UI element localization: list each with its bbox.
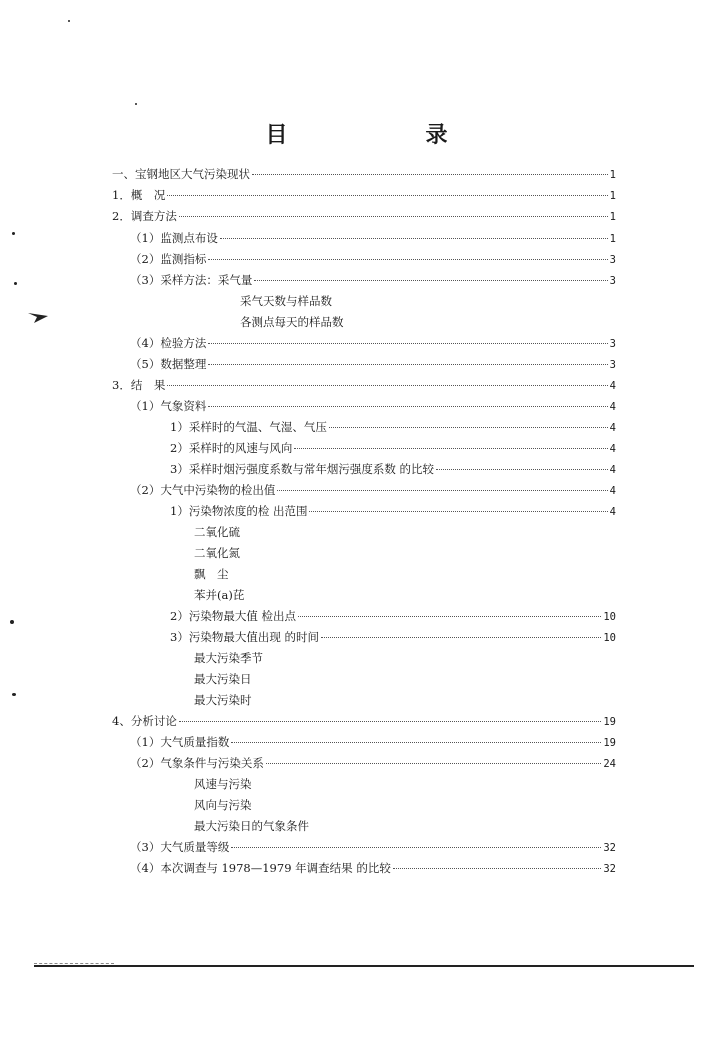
toc-entry-page: 1 bbox=[609, 190, 616, 202]
toc-subitem[interactable]: 二氧化氮 bbox=[194, 546, 240, 560]
toc-subitem[interactable]: 风向与污染 bbox=[194, 798, 252, 812]
toc-subitem[interactable]: 最大污染季节 bbox=[194, 651, 263, 665]
toc-entry-label: （3）大气质量等级 bbox=[130, 840, 230, 854]
dot-leader bbox=[231, 742, 601, 743]
toc-entry-label: （4）检验方法 bbox=[130, 336, 207, 350]
toc-entry-label: 3．结 果 bbox=[112, 378, 166, 392]
dot-leader bbox=[208, 406, 607, 407]
toc-entry-label: （3）采样方法：采气量 bbox=[130, 273, 253, 287]
dot-leader bbox=[179, 721, 602, 722]
toc-subitem[interactable]: 风速与污染 bbox=[194, 777, 252, 791]
dot-leader bbox=[179, 216, 608, 217]
toc-entry[interactable] bbox=[170, 503, 616, 520]
dot-leader bbox=[252, 174, 608, 175]
toc-entry-label: （4）本次调查与 1978—1979 年调查结果 的比较 bbox=[130, 861, 391, 875]
toc-entry-label: 2）采样时的风速与风向 bbox=[170, 441, 293, 455]
dot-leader bbox=[208, 343, 607, 344]
toc-entry[interactable] bbox=[170, 461, 616, 478]
toc-entry[interactable] bbox=[112, 208, 616, 225]
toc-entry-page: 4 bbox=[609, 464, 616, 476]
toc-entry-page: 4 bbox=[609, 506, 616, 518]
toc-subitem[interactable]: 飘 尘 bbox=[194, 567, 229, 581]
toc-entry[interactable] bbox=[130, 755, 616, 772]
toc-entry-page: 3 bbox=[609, 275, 616, 287]
dot-leader bbox=[393, 868, 602, 869]
page-edge-dashes bbox=[34, 963, 114, 964]
toc-entry-page: 24 bbox=[603, 758, 616, 770]
dot-leader bbox=[231, 847, 601, 848]
toc-entry-page: 32 bbox=[603, 863, 616, 875]
dot-leader bbox=[329, 427, 608, 428]
toc-entry-page: 1 bbox=[609, 211, 616, 223]
toc-entry[interactable] bbox=[170, 629, 616, 646]
toc-entry[interactable] bbox=[170, 419, 616, 436]
toc-entry[interactable] bbox=[130, 398, 616, 415]
toc-entry-label: （1）气象资料 bbox=[130, 399, 207, 413]
toc-entry-label: 3）采样时烟污强度系数与常年烟污强度系数 的比较 bbox=[170, 462, 434, 476]
toc-subitem[interactable]: 采气天数与样品数 bbox=[240, 294, 332, 308]
dot-leader bbox=[208, 364, 607, 365]
toc-entry-page: 4 bbox=[609, 401, 616, 413]
dot-leader bbox=[167, 195, 607, 196]
toc-subitem[interactable]: 最大污染日的气象条件 bbox=[194, 819, 309, 833]
toc-subitem[interactable]: 二氧化硫 bbox=[194, 525, 240, 539]
toc-entry[interactable] bbox=[170, 440, 616, 457]
dot-leader bbox=[220, 238, 608, 239]
toc-entry-label: （2）气象条件与污染关系 bbox=[130, 756, 264, 770]
toc-entry[interactable] bbox=[130, 482, 616, 499]
scan-speck bbox=[68, 20, 70, 22]
toc-entry-page: 4 bbox=[609, 443, 616, 455]
toc-entry-page: 3 bbox=[609, 359, 616, 371]
scan-speck bbox=[12, 693, 16, 696]
toc-subitem[interactable]: 各测点每天的样品数 bbox=[240, 315, 344, 329]
toc-entry-label: （1）大气质量指数 bbox=[130, 735, 230, 749]
toc-entry-label: 3）污染物最大值出现 的时间 bbox=[170, 630, 319, 644]
toc-entry-page: 10 bbox=[603, 611, 616, 623]
toc-entry-page: 32 bbox=[603, 842, 616, 854]
toc-entry-page: 3 bbox=[609, 338, 616, 350]
dot-leader bbox=[436, 469, 608, 470]
punch-mark-icon bbox=[28, 310, 50, 324]
toc-subitem[interactable]: 最大污染时 bbox=[194, 693, 252, 707]
toc-entry-label: 1）采样时的气温、气湿、气压 bbox=[170, 420, 327, 434]
toc-entry-page: 19 bbox=[603, 716, 616, 728]
scan-speck bbox=[14, 282, 17, 285]
toc-entry-page: 4 bbox=[609, 485, 616, 497]
toc-entry-label: 1）污染物浓度的检 出范围 bbox=[170, 504, 308, 518]
toc-entry-label: （5）数据整理 bbox=[130, 357, 207, 371]
toc-subitem[interactable]: 苯并(a)芘 bbox=[194, 588, 245, 602]
dot-leader bbox=[266, 763, 602, 764]
toc-entry-page: 19 bbox=[603, 737, 616, 749]
toc-entry-label: （2）大气中污染物的检出值 bbox=[130, 483, 276, 497]
dot-leader bbox=[294, 448, 607, 449]
dot-leader bbox=[321, 637, 601, 638]
toc-entry-label: （2）监测指标 bbox=[130, 252, 207, 266]
toc-entry-page: 10 bbox=[603, 632, 616, 644]
toc-entry[interactable] bbox=[130, 272, 616, 289]
toc-entry[interactable] bbox=[112, 187, 616, 204]
toc-entry-page: 4 bbox=[609, 422, 616, 434]
scan-speck bbox=[135, 103, 137, 105]
toc-entry[interactable] bbox=[112, 713, 616, 730]
toc-entry-page: 4 bbox=[609, 380, 616, 392]
toc-entry-page: 1 bbox=[609, 233, 616, 245]
dot-leader bbox=[298, 616, 601, 617]
scan-speck bbox=[12, 232, 15, 235]
toc-subitem[interactable]: 最大污染日 bbox=[194, 672, 252, 686]
scan-speck bbox=[10, 620, 14, 624]
dot-leader bbox=[208, 259, 607, 260]
toc-entry[interactable] bbox=[130, 356, 616, 373]
toc-entry[interactable] bbox=[170, 608, 616, 625]
toc-entry[interactable] bbox=[112, 377, 616, 394]
page-title: 目 录 bbox=[265, 122, 506, 148]
toc-entry-label: 一、宝钢地区大气污染现状 bbox=[112, 167, 250, 181]
toc-entry-page: 3 bbox=[609, 254, 616, 266]
toc-entry-page: 1 bbox=[609, 169, 616, 181]
toc-entry-label: （1）监测点布设 bbox=[130, 231, 218, 245]
toc-entry-label: 1．概 况 bbox=[112, 188, 166, 202]
toc-entry-label: 2．调查方法 bbox=[112, 209, 177, 223]
dot-leader bbox=[167, 385, 607, 386]
dot-leader bbox=[309, 511, 607, 512]
toc-entry[interactable] bbox=[130, 860, 616, 877]
dot-leader bbox=[277, 490, 607, 491]
toc-entry[interactable] bbox=[130, 251, 616, 268]
toc-entry[interactable] bbox=[130, 734, 616, 751]
dot-leader bbox=[254, 280, 607, 281]
toc-entry[interactable] bbox=[130, 230, 616, 247]
toc-entry-label: 4、分析讨论 bbox=[112, 714, 177, 728]
toc-entry[interactable] bbox=[112, 166, 616, 183]
page-bottom-rule bbox=[34, 965, 694, 967]
toc-entry-label: 2）污染物最大值 检出点 bbox=[170, 609, 296, 623]
toc-entry[interactable] bbox=[130, 839, 616, 856]
toc-entry[interactable] bbox=[130, 335, 616, 352]
